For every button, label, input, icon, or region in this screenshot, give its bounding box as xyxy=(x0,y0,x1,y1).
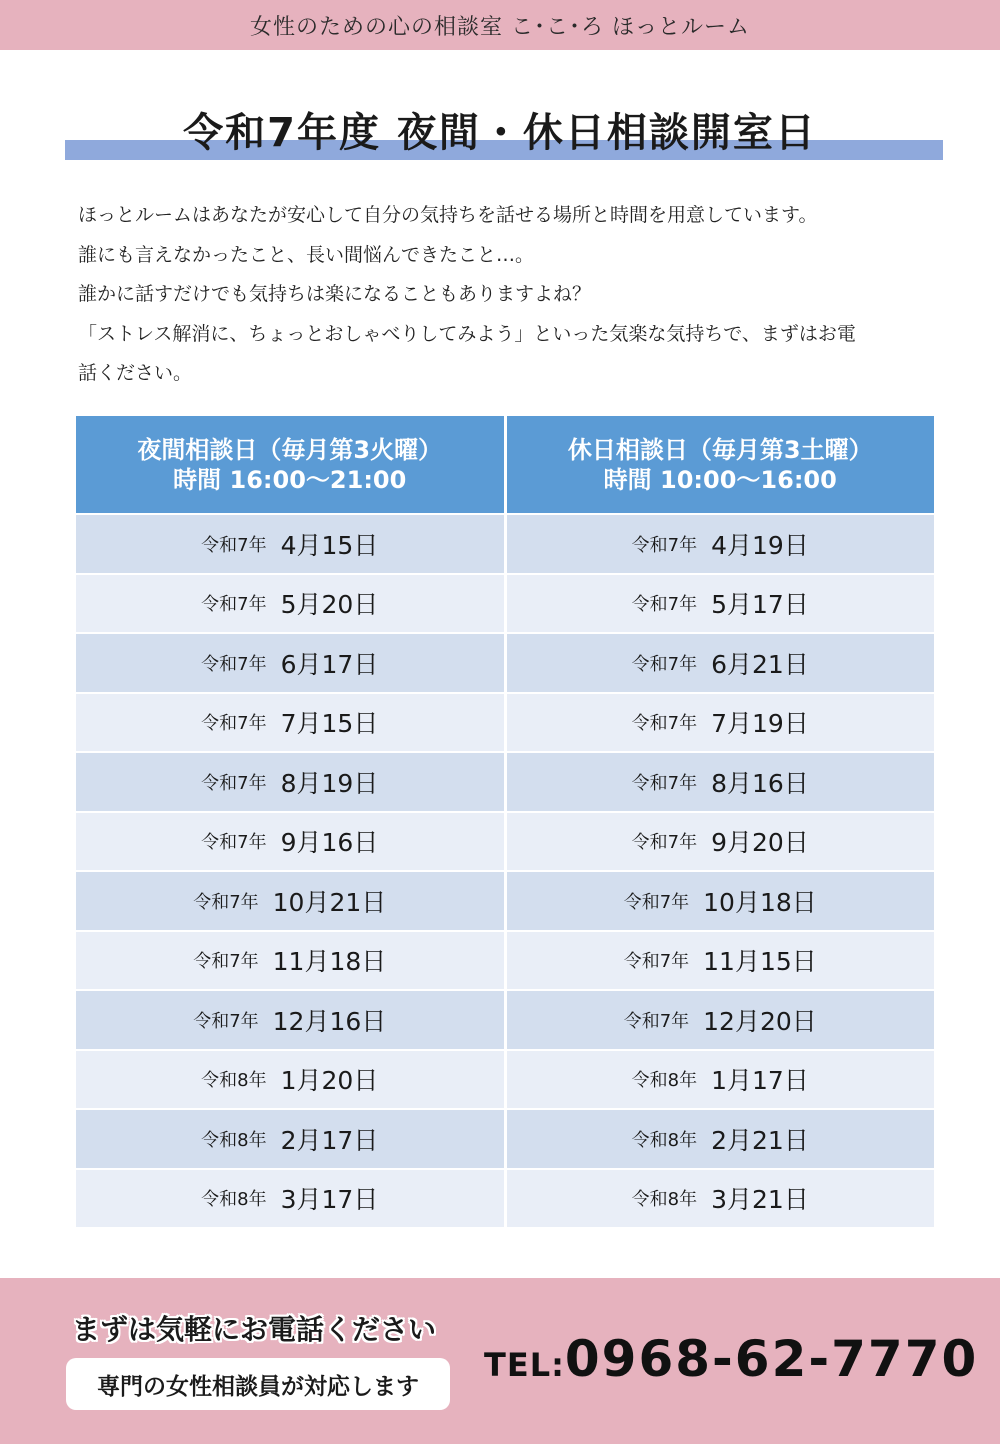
night-era: 令和7年 xyxy=(193,1010,259,1032)
night-date-cell xyxy=(76,1170,504,1228)
holiday-era: 令和7年 xyxy=(631,534,698,556)
night-era: 令和7年 xyxy=(201,653,267,675)
page-title: 令和7年度 夜間・休日相談開室日 xyxy=(183,110,817,156)
org-title: 女性のための心の相談室 こ･こ･ろ ほっとルーム xyxy=(250,14,750,40)
holiday-date-cell xyxy=(507,1170,935,1228)
night-date: 5月20日 xyxy=(280,590,379,620)
holiday-date: 8月16日 xyxy=(711,768,809,798)
night-date: 2月17日 xyxy=(280,1125,379,1155)
holiday-date-cell xyxy=(507,575,935,633)
night-date: 11月18日 xyxy=(272,947,387,977)
night-era: 令和7年 xyxy=(193,951,259,973)
holiday-column-header xyxy=(504,416,935,513)
holiday-date-cell xyxy=(507,515,935,573)
title-section xyxy=(0,95,1000,165)
table-row xyxy=(76,515,934,573)
holiday-date: 11月15日 xyxy=(703,947,817,977)
tel-label: TEL: xyxy=(484,1346,565,1384)
table-row xyxy=(76,575,934,633)
night-date: 4月15日 xyxy=(280,530,379,560)
night-date-cell xyxy=(76,634,504,692)
table-row xyxy=(76,932,934,990)
night-header-title: 夜間相談日（毎月第3火曜） xyxy=(137,435,443,464)
night-date-cell xyxy=(76,1110,504,1168)
intro-line: 誰かに話すだけでも気持ちは楽になることもありますよね？ xyxy=(78,283,592,305)
night-date: 12月16日 xyxy=(272,1006,387,1036)
holiday-date: 4月19日 xyxy=(711,530,809,560)
holiday-date-cell xyxy=(507,1051,935,1109)
holiday-era: 令和7年 xyxy=(623,951,690,973)
holiday-era: 令和8年 xyxy=(631,1129,698,1151)
table-row xyxy=(76,991,934,1049)
holiday-date: 2月21日 xyxy=(711,1125,809,1155)
night-date: 8月19日 xyxy=(280,768,379,798)
phone-number[interactable] xyxy=(484,1330,978,1388)
night-date: 9月16日 xyxy=(280,828,379,858)
holiday-date-cell xyxy=(507,1110,935,1168)
night-date-cell xyxy=(76,515,504,573)
holiday-era: 令和7年 xyxy=(631,772,698,794)
intro-line: ほっとルームはあなたが安心して自分の気持ちを話せる場所と時間を用意しています。 xyxy=(78,204,818,226)
night-date-cell xyxy=(76,694,504,752)
holiday-date: 12月20日 xyxy=(703,1006,817,1036)
night-era: 令和8年 xyxy=(201,1129,267,1151)
holiday-date-cell xyxy=(507,753,935,811)
night-date-cell xyxy=(76,813,504,871)
staff-note: 専門の女性相談員が対応します xyxy=(97,1373,419,1400)
night-era: 令和7年 xyxy=(201,772,267,794)
table-row xyxy=(76,753,934,811)
table-row xyxy=(76,872,934,930)
night-era: 令和7年 xyxy=(201,832,267,854)
table-body xyxy=(76,515,934,1227)
holiday-date-cell xyxy=(507,991,935,1049)
holiday-era: 令和7年 xyxy=(623,1010,690,1032)
holiday-era: 令和7年 xyxy=(631,832,698,854)
night-era: 令和7年 xyxy=(201,534,267,556)
holiday-date-cell xyxy=(507,813,935,871)
night-date: 10月21日 xyxy=(272,887,387,917)
night-era: 令和7年 xyxy=(193,891,259,913)
table-row xyxy=(76,1110,934,1168)
holiday-date: 7月19日 xyxy=(711,709,809,739)
holiday-date-cell xyxy=(507,932,935,990)
holiday-date: 9月20日 xyxy=(711,828,809,858)
night-date: 1月20日 xyxy=(280,1066,379,1096)
intro-text xyxy=(78,196,938,394)
night-date-cell xyxy=(76,991,504,1049)
table-row xyxy=(76,1170,934,1228)
intro-line: 「ストレス解消に、ちょっとおしゃべりしてみよう」といった気楽な気持ちで、まずはお電 xyxy=(78,322,856,345)
night-era: 令和7年 xyxy=(201,594,267,616)
holiday-date: 3月21日 xyxy=(711,1185,809,1215)
holiday-date-cell xyxy=(507,872,935,930)
night-date-cell xyxy=(76,753,504,811)
holiday-era: 令和7年 xyxy=(631,594,698,616)
holiday-era: 令和7年 xyxy=(623,891,690,913)
table-row xyxy=(76,694,934,752)
holiday-date-cell xyxy=(507,694,935,752)
call-to-action: まずは気軽にお電話ください xyxy=(72,1313,437,1346)
holiday-era: 令和8年 xyxy=(631,1070,698,1092)
table-header xyxy=(76,416,934,513)
night-era: 令和8年 xyxy=(201,1189,267,1211)
table-row xyxy=(76,1051,934,1109)
table-row xyxy=(76,813,934,871)
night-date: 6月17日 xyxy=(280,649,379,679)
night-date: 3月17日 xyxy=(280,1185,379,1215)
intro-line: 話ください。 xyxy=(78,362,193,384)
holiday-date: 1月17日 xyxy=(711,1066,809,1096)
holiday-date-cell xyxy=(507,634,935,692)
night-date-cell xyxy=(76,872,504,930)
holiday-era: 令和7年 xyxy=(631,713,698,735)
table-row xyxy=(76,634,934,692)
holiday-date: 10月18日 xyxy=(703,887,817,917)
night-column-header xyxy=(76,416,504,513)
night-era: 令和7年 xyxy=(201,713,267,735)
holiday-era: 令和8年 xyxy=(631,1189,698,1211)
night-header-time: 時間 16:00〜21:00 xyxy=(173,465,407,494)
night-date: 7月15日 xyxy=(280,709,379,739)
header-banner xyxy=(0,0,1000,50)
tel-number: 0968-62-7770 xyxy=(564,1330,979,1388)
night-era: 令和8年 xyxy=(201,1070,267,1092)
holiday-header-title: 休日相談日（毎月第3土曜） xyxy=(567,435,873,464)
night-date-cell xyxy=(76,932,504,990)
holiday-date: 5月17日 xyxy=(711,590,809,620)
holiday-date: 6月21日 xyxy=(711,649,809,679)
staff-note-box xyxy=(66,1358,450,1410)
night-date-cell xyxy=(76,1051,504,1109)
schedule-table xyxy=(76,416,934,1227)
holiday-era: 令和7年 xyxy=(631,653,698,675)
holiday-header-time: 時間 10:00〜16:00 xyxy=(603,465,837,494)
intro-line: 誰にも言えなかったこと、長い間悩んできたこと…。 xyxy=(78,243,535,266)
night-date-cell xyxy=(76,575,504,633)
